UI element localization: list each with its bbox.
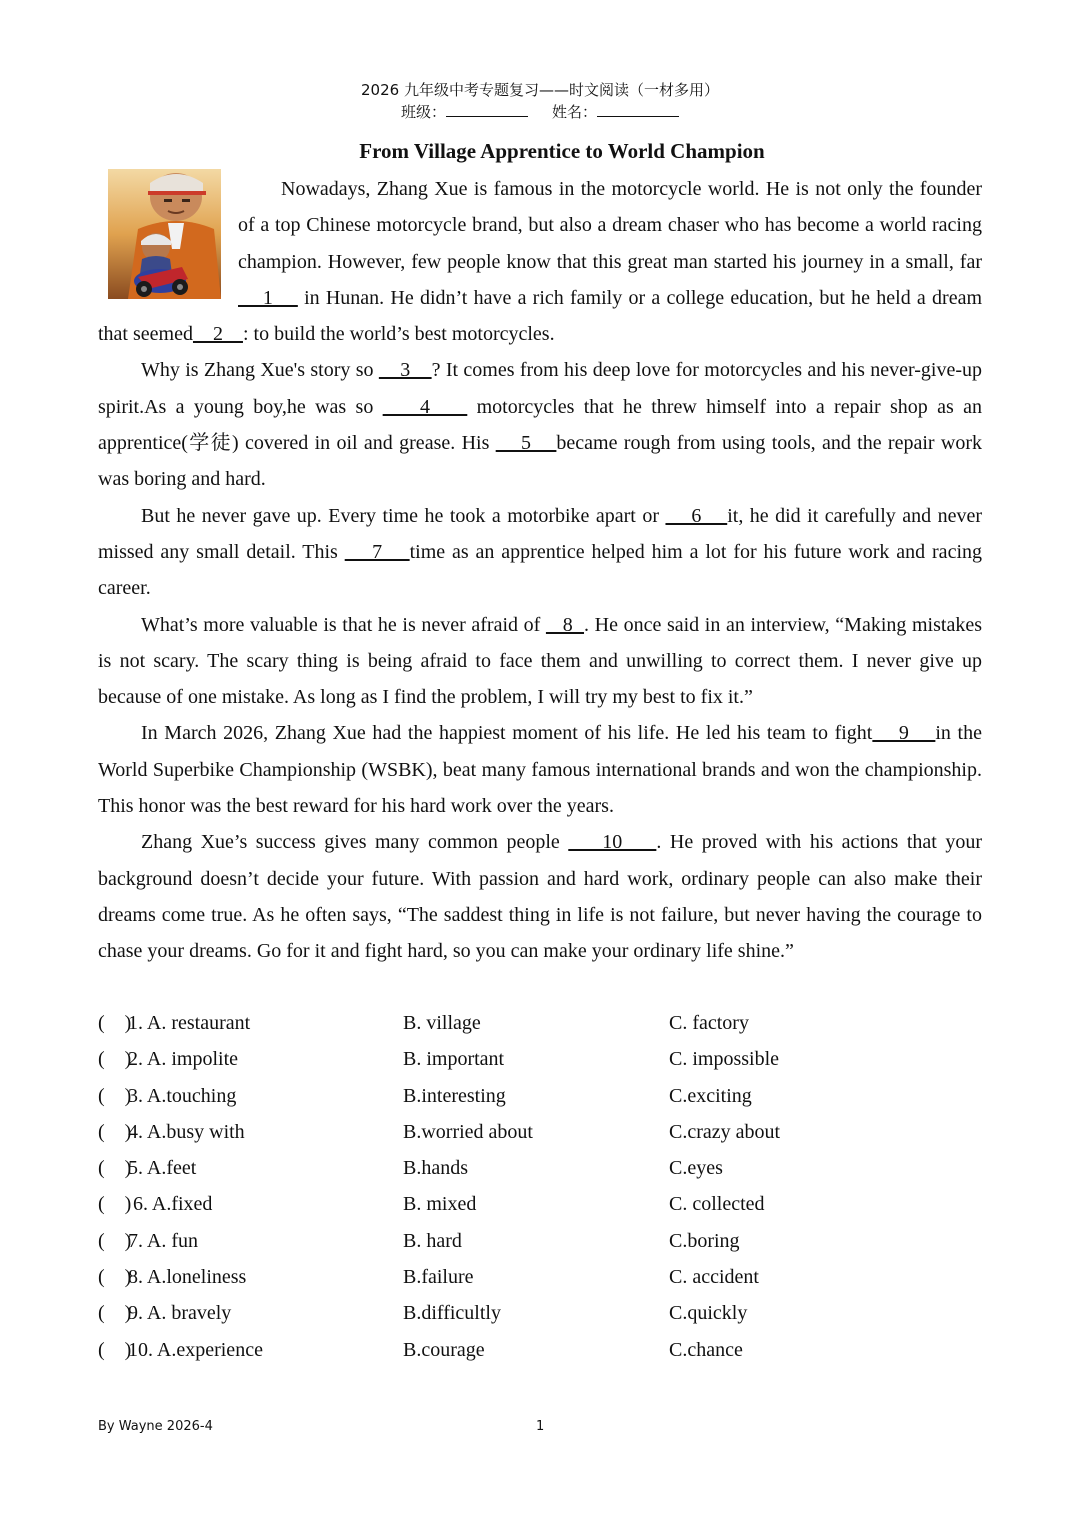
article-title: From Village Apprentice to World Champion	[359, 139, 765, 163]
question-row	[98, 1186, 982, 1222]
option-a: 4. A.busy with	[128, 1120, 245, 1143]
class-blank[interactable]	[446, 102, 528, 117]
option-a: 7. A. fun	[128, 1229, 198, 1252]
option-a: 5. A.feet	[128, 1157, 197, 1180]
name-blank[interactable]	[597, 102, 679, 117]
option-a: 10. A.experience	[128, 1338, 263, 1361]
class-label: 班级：	[400, 103, 446, 121]
option-c: C. factory	[669, 1012, 749, 1034]
question-row	[98, 1332, 982, 1368]
answer-paren[interactable]: ( )	[98, 1084, 132, 1107]
question-row	[98, 1005, 982, 1041]
option-b: B.failure	[403, 1266, 474, 1289]
name-label: 姓名：	[552, 103, 598, 121]
option-b: B. hard	[403, 1229, 462, 1252]
option-b: B.difficultly	[403, 1302, 501, 1325]
blank-7[interactable]: 7	[344, 540, 410, 563]
answer-paren[interactable]: ( )	[98, 1120, 132, 1143]
option-c: C.chance	[669, 1338, 743, 1361]
blank-9[interactable]: 9	[872, 722, 936, 745]
page-number: 1	[536, 1419, 545, 1434]
header-title: 2026 九年级中考专题复习——时文阅读（一材多用）	[361, 81, 719, 99]
question-row	[98, 1078, 982, 1114]
paragraph-5: In March 2026, Zhang Xue had the happiest moment of his life. He led his team to fight 9 in the World Superbike Championship (WSBK), beat many famous international brands and won the championship. This honor was the best reward for his hard work over the years.	[98, 722, 982, 818]
option-b: B.interesting	[403, 1084, 506, 1107]
question-row	[98, 1150, 982, 1186]
option-b: B. village	[403, 1012, 481, 1034]
paragraph-2: Why is Zhang Xue's story so 3 ? It comes from his deep love for motorcycles and his never-give-up spirit.As a young boy,he was so 4 motorcycles that he threw himself into a repair shop as an apprentice(学徒) covered in oil and grease. His 5 became rough from using tools, and the repair work was boring and hard.	[98, 359, 983, 491]
blank-6[interactable]: 6	[665, 504, 728, 527]
option-a: 9. A. bravely	[128, 1302, 232, 1325]
paragraph-3: But he never gave up. Every time he took a motorbike apart or 6 it, he did it carefully and never missed any small detail. This 7 time as an apprentice helped him a lot for his future work and racing career.	[98, 504, 983, 600]
question-row	[98, 1295, 982, 1331]
question-list	[98, 1005, 982, 1368]
header-fields	[0, 101, 1080, 122]
option-c: C.quickly	[669, 1302, 748, 1325]
answer-paren[interactable]: ( )	[98, 1157, 132, 1180]
option-b: B. mixed	[403, 1193, 477, 1216]
answer-paren[interactable]: ( )	[98, 1266, 132, 1289]
option-c: C.exciting	[669, 1084, 752, 1107]
blank-8[interactable]: 8	[545, 613, 585, 636]
paragraph-6: Zhang Xue’s success gives many common people 10 . He proved with his actions that your background doesn’t decide your future. With passion and hard work, ordinary people can also make their dreams come true. As he often says, “The saddest thing in life is not failure, but never having the courage to chase your dreams. Go for it and fight hard, so you can make your ordinary life shine.”	[98, 831, 982, 963]
option-c: C.crazy about	[669, 1120, 781, 1143]
option-b: B.hands	[403, 1157, 468, 1180]
option-a: 1. A. restaurant	[128, 1012, 251, 1034]
answer-paren[interactable]: ( )	[98, 1193, 132, 1216]
option-a: 8. A.loneliness	[128, 1266, 247, 1289]
option-c: C.boring	[669, 1229, 740, 1252]
option-b: B.courage	[403, 1338, 485, 1361]
option-b: B.worried about	[403, 1120, 533, 1143]
question-row	[98, 1259, 982, 1295]
answer-paren[interactable]: ( )	[98, 1338, 132, 1361]
option-c: C.eyes	[669, 1157, 723, 1180]
footer-author: By Wayne 2026-4	[98, 1419, 213, 1434]
answer-paren[interactable]: ( )	[98, 1302, 132, 1325]
blank-4[interactable]: 4	[382, 395, 468, 418]
option-b: B. important	[403, 1048, 505, 1071]
paragraph-4: What’s more valuable is that he is never afraid of 8 . He once said in an interview, “Making mistakes is not scary. The scary thing is being afraid to face them and unwilling to correct them. I never give up because of one mistake. As long as I find the problem, I will try my best to fix it.”	[98, 613, 982, 709]
blank-10[interactable]: 10	[568, 831, 657, 854]
answer-paren[interactable]: ( )	[98, 1229, 132, 1252]
blank-2[interactable]: 2	[192, 323, 243, 346]
blank-1[interactable]: 1	[238, 286, 298, 309]
blank-5[interactable]: 5	[495, 432, 557, 455]
option-a: 3. A.touching	[128, 1084, 237, 1107]
question-row	[98, 1223, 982, 1259]
blank-3[interactable]: 3	[378, 359, 432, 382]
paragraph-1: Nowadays, Zhang Xue is famous in the motorcycle world. He is not only the founder of a top Chinese motorcycle brand, but also a dream chaser who has become a world racing champion. However, few people know that this great man started his journey in a small, far 1 in Hunan. He didn’t have a rich family or a college education, but he held a dream that seemed 2 : to build the world’s best motorcycles.	[98, 178, 983, 346]
option-a: 2. A. impolite	[128, 1048, 238, 1071]
option-a: 6. A.fixed	[128, 1193, 213, 1216]
option-c: C. impossible	[669, 1048, 780, 1071]
article-body	[98, 171, 982, 970]
option-c: C. accident	[669, 1266, 759, 1289]
answer-paren[interactable]: ( )	[98, 1048, 132, 1071]
question-row	[98, 1041, 982, 1077]
option-c: C. collected	[669, 1193, 765, 1216]
question-row	[98, 1114, 982, 1150]
answer-paren[interactable]: ( )	[98, 1012, 132, 1034]
